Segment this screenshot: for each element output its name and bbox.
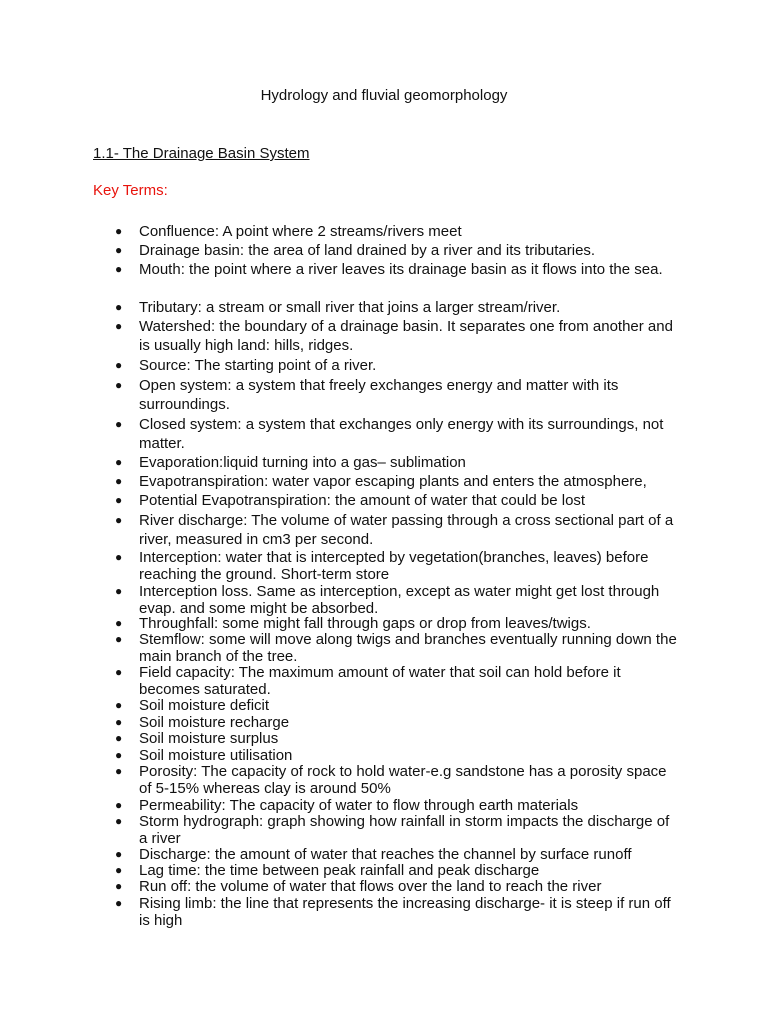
key-terms-heading: Key Terms: [93,182,168,199]
term-text: Stemflow: some will move along twigs and branches eventually running down the main branch of the tree. [139,631,677,665]
term-text: River discharge: The volume of water passing through a cross sectional part of a river, measured in cm3 per second. [139,512,674,548]
term-text: Permeability: The capacity of water to flow through earth materials [139,797,579,814]
term-text: Lag time: the time between peak rainfall and peak discharge [139,862,540,879]
term-text: Tributary: a stream or small river that joins a larger stream/river. [139,299,561,316]
bullet-icon: ● [115,814,123,828]
bullet-icon: ● [115,358,123,372]
bullet-icon: ● [115,550,123,564]
term-text: Open system: a system that freely exchanges energy and matter with its surroundings. [139,377,619,413]
bullet-icon: ● [115,879,123,893]
term-text: Source: The starting point of a river. [139,357,377,374]
term-text: Watershed: the boundary of a drainage basin. It separates one from another and is usually high land: hills, ridges. [139,318,673,354]
document-title: Hydrology and fluvial geomorphology [260,87,508,104]
bullet-icon: ● [115,731,123,745]
term-text: Soil moisture recharge [139,714,290,731]
term-text: Soil moisture deficit [139,697,270,714]
term-text: Closed system: a system that exchanges only energy with its surroundings, not matter. [139,416,664,452]
term-text: Drainage basin: the area of land drained by a river and its tributaries. [139,242,596,259]
bullet-icon: ● [115,262,123,276]
bullet-icon: ● [115,715,123,729]
bullet-icon: ● [115,417,123,431]
bullet-icon: ● [115,493,123,507]
bullet-icon: ● [115,455,123,469]
bullet-icon: ● [115,300,123,314]
bullet-icon: ● [115,798,123,812]
bullet-icon: ● [115,319,123,333]
section-heading: 1.1- The Drainage Basin System [93,145,310,162]
term-text: Field capacity: The maximum amount of water that soil can hold before it becomes saturated. [139,664,621,698]
bullet-icon: ● [115,863,123,877]
term-text: Soil moisture surplus [139,730,279,747]
bullet-icon: ● [115,847,123,861]
term-text: Rising limb: the line that represents the increasing discharge- it is steep if run off is high [139,895,671,929]
bullet-icon: ● [115,584,123,598]
bullet-icon: ● [115,513,123,527]
bullet-icon: ● [115,616,123,630]
bullet-icon: ● [115,748,123,762]
bullet-icon: ● [115,665,123,679]
bullet-icon: ● [115,474,123,488]
term-text: Mouth: the point where a river leaves its drainage basin as it flows into the sea. [139,261,663,278]
bullet-icon: ● [115,896,123,910]
bullet-icon: ● [115,764,123,778]
term-text: Confluence: A point where 2 streams/rivers meet [139,223,462,240]
term-text: Storm hydrograph: graph showing how rainfall in storm impacts the discharge of a river [139,813,670,847]
bullet-icon: ● [115,378,123,392]
term-text: Throughfall: some might fall through gaps or drop from leaves/twigs. [139,615,591,632]
bullet-icon: ● [115,224,123,238]
bullet-icon: ● [115,243,123,257]
bullet-icon: ● [115,698,123,712]
term-text: Run off: the volume of water that flows over the land to reach the river [139,878,602,895]
term-text: Discharge: the amount of water that reaches the channel by surface runoff [139,846,632,863]
term-text: Soil moisture utilisation [139,747,293,764]
term-text: Evapotranspiration: water vapor escaping plants and enters the atmosphere, [139,473,647,490]
term-text: Interception: water that is intercepted by vegetation(branches, leaves) before reaching the ground. Short-term store [139,549,649,583]
bullet-icon: ● [115,632,123,646]
term-text: Interception loss. Same as interception, except as water might get lost through evap. and some might be absorbed. [139,583,660,617]
term-text: Evaporation:liquid turning into a gas– sublimation [139,454,466,471]
term-text: Potential Evapotranspiration: the amount of water that could be lost [139,492,586,509]
term-text: Porosity: The capacity of rock to hold water-e.g sandstone has a porosity space of 5-15% whereas clay is around 50% [139,763,667,797]
